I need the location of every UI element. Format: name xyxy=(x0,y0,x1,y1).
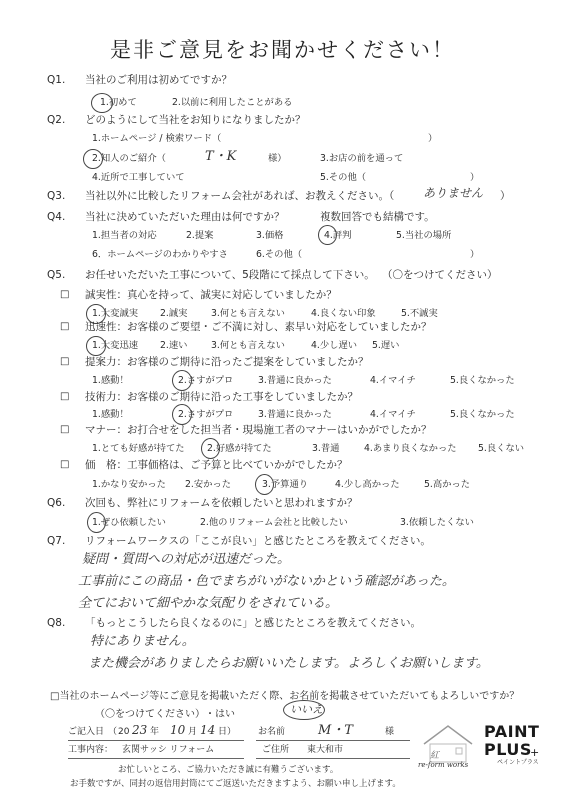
date-label: ご記入日 xyxy=(68,727,105,737)
customer-initials: M・T xyxy=(318,723,353,738)
q5-skill-opt-2[interactable]: 2.さすがプロ xyxy=(178,409,234,420)
answer-circle xyxy=(91,93,113,113)
answer-circle xyxy=(86,336,106,356)
q5-price-opt-5[interactable]: 5.高かった xyxy=(424,479,471,490)
name-honorific: 様 xyxy=(385,727,395,737)
q8-number: Q8. xyxy=(47,617,66,629)
date-year-prefix: 20 xyxy=(118,727,130,737)
q5-note: （〇をつけてください） xyxy=(382,269,498,281)
checkbox[interactable]: □ xyxy=(60,321,70,332)
q2-option-2[interactable]: 2.知人のご紹介（ xyxy=(92,153,166,164)
q4-option-5[interactable]: 5.当社の場所 xyxy=(396,230,452,241)
paint-plus-brand-line-2: PLUS xyxy=(484,740,532,759)
q1-question: 当社のご利用は初めてですか？ xyxy=(85,74,232,86)
consent-no[interactable]: いいえ xyxy=(290,703,323,716)
q7-answer-line-3: 全てにおいて細やかな気配りをされている。 xyxy=(78,596,339,611)
q5-price-opt-2[interactable]: 2.安かった xyxy=(185,479,232,490)
answer-circle xyxy=(255,474,274,495)
q5-proposal-opt-5[interactable]: 5.良くなかった xyxy=(450,375,515,386)
date-underline xyxy=(68,740,244,741)
q8-answer-line-2: また機会がありましたらお願いいたします。よろしくお願いします。 xyxy=(88,656,489,671)
q8-question: 「もっとこうしたら良くなるのに」と感じたところを教えてください。 xyxy=(85,617,421,629)
q2-option-1-close: ） xyxy=(428,133,438,144)
q5-skill-opt-4[interactable]: 4.イマイチ xyxy=(370,409,416,420)
q3-number: Q3. xyxy=(47,190,66,202)
name-underline xyxy=(256,740,410,741)
plus-sparkle-icon: + xyxy=(530,746,540,759)
q6-number: Q6. xyxy=(47,497,66,509)
q2-number: Q2. xyxy=(47,114,66,126)
consent-note: （〇をつけてください） xyxy=(95,709,205,720)
reform-works-text: re-form works xyxy=(418,761,469,769)
checkbox[interactable]: □ xyxy=(60,391,70,402)
q4-question: 当社に決めていただいた理由は何ですか？ xyxy=(85,211,285,223)
work-label: 工事内容： xyxy=(68,745,114,755)
answer-circle xyxy=(283,700,325,720)
referrer-initials: T・K xyxy=(205,149,237,164)
paint-plus-tagline: ペイントプラス xyxy=(497,759,539,766)
answer-circle xyxy=(87,512,106,533)
q7-answer-line-1: 疑問・質問への対応が迅速だった。 xyxy=(82,552,291,567)
q5-manners-opt-5[interactable]: 5.良くない xyxy=(478,443,525,454)
date-day-suffix: 日） xyxy=(218,727,237,737)
q5-speed-opt-4[interactable]: 4.少し遅い xyxy=(311,340,358,351)
q2-option-3[interactable]: 3.お店の前を通って xyxy=(320,153,404,164)
q5-speed-heading: 迅速性：お客様のご要望・ご不満に対し、素早い対応をしていましたか？ xyxy=(85,321,432,333)
q5-sincerity-opt-2[interactable]: 2.誠実 xyxy=(160,308,188,319)
q6-question: 次回も、弊社にリフォームを依頼したいと思われますか？ xyxy=(85,497,358,509)
q5-number: Q5. xyxy=(47,269,66,281)
q5-skill-heading: 技術力：お客様のご期待に沿った工事をしていましたか？ xyxy=(85,391,358,403)
q5-speed-opt-5[interactable]: 5.遅い xyxy=(372,340,400,351)
q7-answer-line-2: 工事前にこの商品・色でまちがいがないかという確認があった。 xyxy=(78,574,455,589)
q5-sincerity-opt-5[interactable]: 5.不誠実 xyxy=(401,308,438,319)
q5-proposal-opt-2[interactable]: 2.さすがプロ xyxy=(178,375,234,386)
q5-manners-opt-3[interactable]: 3.普通 xyxy=(312,443,340,454)
q5-price-heading: 価 格：工事価格は、ご予算と比べていかがでしたか？ xyxy=(85,459,348,471)
q4-option-1[interactable]: 1.担当者の対応 xyxy=(92,230,157,241)
q4-option-6[interactable]: 6．ホームページのわかりやすさ xyxy=(92,249,228,260)
date-month-suffix: 月 xyxy=(188,727,198,737)
q5-speed-opt-3[interactable]: 3.何とも言えない xyxy=(211,340,285,351)
q5-manners-heading: マナー：お打合せをした担当者・現場施工者のマナーはいかがでしたか？ xyxy=(85,424,432,436)
q5-manners-opt-4[interactable]: 4.あまり良くなかった xyxy=(364,443,457,454)
q2-option-4[interactable]: 4.近所で工事していて xyxy=(92,172,185,183)
q5-sincerity-opt-3[interactable]: 3.何とも言えない xyxy=(211,308,285,319)
q5-skill-opt-1[interactable]: 1.感動！ xyxy=(92,409,129,420)
date-day-handwritten: 14 xyxy=(200,723,216,737)
q5-question: お任せいただいた工事について、5段階にて採点して下さい。 xyxy=(85,269,375,281)
q3-question: 当社以外に比較したリフォーム会社があれば、お教えください。（ xyxy=(85,190,395,202)
q7-question: リフォームワークスの「ここが良い」と感じたところを教えてください。 xyxy=(85,535,431,547)
answer-circle xyxy=(201,438,220,459)
answer-circle xyxy=(172,404,192,425)
page-title: 是非ご意見をお聞かせください！ xyxy=(110,38,455,62)
address-label: ご住所 xyxy=(262,745,290,755)
svg-text:紅: 紅 xyxy=(430,751,440,761)
date-year-handwritten: 23 xyxy=(132,723,148,737)
q3-answer-handwritten: ありません xyxy=(423,186,484,200)
q1-option-2[interactable]: 2.以前に利用したことがある xyxy=(172,97,293,108)
q4-option-other[interactable]: 6.その他（ xyxy=(256,249,303,260)
consent-question: □当社のホームページ等にご意見を掲載いただく際、お名前を掲載させていただいてもよろしいですか？ xyxy=(50,691,520,702)
q5-price-opt-1[interactable]: 1.かなり安かった xyxy=(92,479,166,490)
q8-answer-line-1: 特にありません。 xyxy=(90,634,195,649)
q2-option-2-honorific: 様） xyxy=(268,153,287,164)
consent-yes[interactable]: ・はい xyxy=(205,709,235,720)
answer-circle xyxy=(172,370,192,391)
reform-works-logo xyxy=(418,722,478,770)
work-value: 玄関サッシ リフォーム xyxy=(122,745,215,755)
return-instructions: お手数ですが、同封の返信用封筒にてご返送いただきますよう、お願い申し上げます。 xyxy=(70,779,401,789)
paint-plus-brand-line-1: PAINT xyxy=(484,722,540,741)
q5-proposal-heading: 提案力：お客様のご期待に沿ったご提案をしていましたか？ xyxy=(85,356,369,368)
address-underline xyxy=(256,758,410,759)
q1-option-1[interactable]: 1.初めて xyxy=(100,97,137,108)
q5-proposal-opt-1[interactable]: 1.感動！ xyxy=(92,375,129,386)
q2-option-5-close: ） xyxy=(470,172,480,183)
date-open-paren: （ xyxy=(108,727,118,737)
q6-option-2[interactable]: 2.他のリフォーム会社と比較したい xyxy=(200,517,348,528)
q5-manners-opt-2[interactable]: 2.好感が持てた xyxy=(207,443,272,454)
q5-sincerity-heading: 誠実性：真心を持って、誠実に対応していましたか？ xyxy=(85,289,337,301)
q6-option-1[interactable]: 1.ぜひ依頼したい xyxy=(92,517,166,528)
q5-sincerity-opt-4[interactable]: 4.良くない印象 xyxy=(311,308,376,319)
q4-option-2[interactable]: 2.提案 xyxy=(186,230,214,241)
work-underline xyxy=(68,758,244,759)
q4-option-4[interactable]: 4.評判 xyxy=(324,230,352,241)
name-label: お名前 xyxy=(258,727,286,737)
q4-note: 複数回答でも結構です。 xyxy=(320,211,435,223)
q2-question: どのようにして当社をお知りになりましたか？ xyxy=(85,114,306,126)
q5-skill-opt-3[interactable]: 3.普通に良かった xyxy=(258,409,332,420)
q5-proposal-opt-3[interactable]: 3.普通に良かった xyxy=(258,375,332,386)
q7-number: Q7. xyxy=(47,535,66,547)
address-value: 東大和市 xyxy=(307,745,344,755)
q5-proposal-opt-4[interactable]: 4.イマイチ xyxy=(370,375,416,386)
q5-skill-opt-5[interactable]: 5.良くなかった xyxy=(450,409,515,420)
q5-sincerity-opt-1[interactable]: 1.大変誠実 xyxy=(92,308,139,319)
checkbox[interactable]: □ xyxy=(60,459,70,470)
q5-price-opt-3[interactable]: 3.予算通り xyxy=(262,479,309,490)
answer-circle xyxy=(83,149,103,169)
q5-speed-opt-2[interactable]: 2.速い xyxy=(160,340,188,351)
thanks-text: お忙しいところ、ご協力いただき誠に有難うございます。 xyxy=(118,765,339,775)
q6-option-3[interactable]: 3.依頼したくない xyxy=(400,517,474,528)
q4-number: Q4. xyxy=(47,211,66,223)
q2-option-5[interactable]: 5.その他（ xyxy=(320,172,367,183)
checkbox[interactable]: □ xyxy=(60,356,70,367)
q5-speed-opt-1[interactable]: 1.大変迅速 xyxy=(92,340,139,351)
answer-circle xyxy=(318,225,337,245)
q5-price-opt-4[interactable]: 4.少し高かった xyxy=(335,479,400,490)
checkbox[interactable]: □ xyxy=(60,424,70,435)
date-year-suffix: 年 xyxy=(150,727,160,737)
q5-manners-opt-1[interactable]: 1.とても好感が持てた xyxy=(92,443,185,454)
checkbox[interactable]: □ xyxy=(60,289,70,300)
q4-option-other-close: ） xyxy=(470,249,480,260)
q1-number: Q1. xyxy=(47,74,66,86)
q2-option-1[interactable]: 1.ホームページ / 検索ワード（ xyxy=(92,133,222,144)
q4-option-3[interactable]: 3.価格 xyxy=(256,230,284,241)
date-month-handwritten: 10 xyxy=(170,723,186,737)
q3-close: ） xyxy=(500,190,511,202)
